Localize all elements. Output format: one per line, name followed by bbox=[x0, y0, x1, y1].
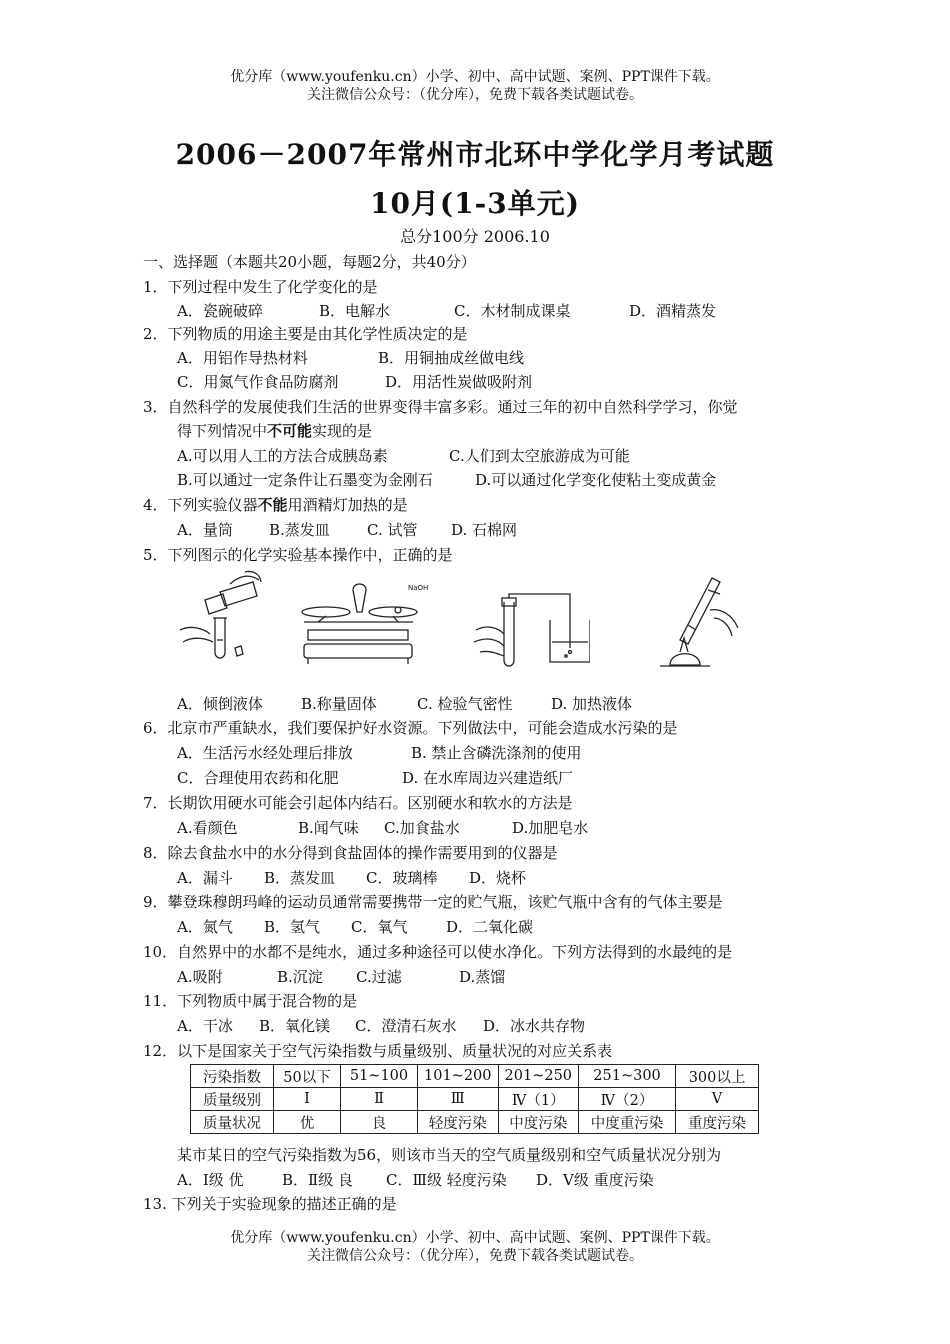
q11-stem: 11．下列物质中属于混合物的是 bbox=[143, 992, 358, 1010]
table-cell: Ⅴ bbox=[676, 1088, 759, 1111]
table-row bbox=[191, 1088, 759, 1111]
q8-option-a[interactable]: A．漏斗 bbox=[177, 869, 233, 887]
q8-option-b[interactable]: B．蒸发皿 bbox=[264, 869, 336, 887]
pour-liquid-figure bbox=[175, 570, 275, 675]
q11-option-b[interactable]: B．氧化镁 bbox=[259, 1017, 331, 1035]
q5-option-b[interactable]: B.称量固体 bbox=[301, 695, 377, 713]
q5-stem: 5．下列图示的化学实验基本操作中，正确的是 bbox=[143, 546, 453, 564]
q3-stem: 3．自然科学的发展使我们生活的世界变得丰富多彩。通过三年的初中自然科学学习，你觉 bbox=[143, 398, 738, 416]
q2-stem: 2．下列物质的用途主要是由其化学性质决定的是 bbox=[143, 325, 468, 343]
header-line-1: 优分库（www.youfenku.cn）小学、初中、高中试题、案例、PPT课件下载。 bbox=[230, 69, 720, 85]
q2-options-row1 bbox=[177, 348, 524, 368]
q6-option-b[interactable]: B. 禁止含磷洗涤剂的使用 bbox=[411, 744, 582, 762]
q3-stem-part1: 得下列情况中 bbox=[177, 422, 268, 440]
q13-stem: 13. 下列关于实验现象的描述正确的是 bbox=[143, 1195, 397, 1213]
q10-option-d[interactable]: D.蒸馏 bbox=[459, 968, 506, 986]
table-cell: 中度污染 bbox=[498, 1111, 579, 1134]
q4-option-c[interactable]: C. 试管 bbox=[367, 521, 418, 539]
q7-option-d[interactable]: D.加肥皂水 bbox=[512, 819, 589, 837]
footer-line-1: 优分库（www.youfenku.cn）小学、初中、高中试题、案例、PPT课件下载。 bbox=[230, 1230, 720, 1246]
table-cell: 良 bbox=[341, 1111, 418, 1134]
q2-option-d[interactable]: D．用活性炭做吸附剂 bbox=[385, 373, 533, 391]
q3-option-a[interactable]: A.可以用人工的方法合成胰岛素 bbox=[177, 447, 388, 465]
q3-emphasis: 不可能 bbox=[267, 422, 313, 440]
q7-option-b[interactable]: B.闻气味 bbox=[298, 819, 359, 837]
table-cell: 优 bbox=[274, 1111, 341, 1134]
table-cell: Ⅰ bbox=[274, 1088, 341, 1111]
q5-option-d[interactable]: D. 加热液体 bbox=[551, 695, 633, 713]
section-heading: 一、选择题（本题共20小题，每题2分，共40分） bbox=[143, 253, 476, 271]
table-cell: 重度污染 bbox=[676, 1111, 759, 1134]
q3-stem-cont bbox=[177, 421, 372, 441]
table-cell: 251~300 bbox=[579, 1065, 676, 1088]
q2-option-b[interactable]: B．用铜抽成丝做电线 bbox=[378, 349, 525, 367]
q7-options bbox=[177, 818, 588, 838]
q1-stem: 1．下列过程中发生了化学变化的是 bbox=[143, 278, 378, 296]
score-date: 总分100分 2006.10 bbox=[400, 227, 550, 246]
table-row bbox=[191, 1111, 759, 1134]
table-cell: 51~100 bbox=[341, 1065, 418, 1088]
table-cell: 50以下 bbox=[274, 1065, 341, 1088]
header-line-2: 关注微信公众号：（优分库），免费下载各类试题试卷。 bbox=[307, 87, 643, 103]
page-title: 2006－2007年常州市北环中学化学月考试题 bbox=[175, 138, 775, 171]
q10-stem: 10．自然界中的水都不是纯水，通过多种途径可以使水净化。下列方法得到的水最纯的是 bbox=[143, 943, 733, 961]
table-cell: 300以上 bbox=[676, 1065, 759, 1088]
table-cell: Ⅳ（2） bbox=[579, 1088, 676, 1111]
table-cell: 201~250 bbox=[498, 1065, 579, 1088]
balance-figure bbox=[298, 582, 418, 672]
q12-after: 某市某日的空气污染指数为56，则该市当天的空气质量级别和空气质量状况分别为 bbox=[177, 1146, 722, 1164]
q9-option-c[interactable]: C．氧气 bbox=[351, 918, 408, 936]
q1-option-a[interactable]: A．瓷碗破碎 bbox=[177, 302, 263, 320]
table-cell: 质量级别 bbox=[191, 1088, 274, 1111]
q4-option-d[interactable]: D. 石棉网 bbox=[451, 521, 518, 539]
q3-option-b[interactable]: B.可以通过一定条件让石墨变为金刚石 bbox=[177, 471, 433, 489]
air-quality-table bbox=[190, 1064, 759, 1134]
q9-stem: 9．攀登珠穆朗玛峰的运动员通常需要携带一定的贮气瓶，该贮气瓶中含有的气体主要是 bbox=[143, 893, 723, 911]
q12-option-c[interactable]: C．Ⅲ级 轻度污染 bbox=[386, 1171, 507, 1189]
q7-stem: 7．长期饮用硬水可能会引起体内结石。区别硬水和软水的方法是 bbox=[143, 794, 573, 812]
table-cell: Ⅳ（1） bbox=[498, 1088, 579, 1111]
q1-option-d[interactable]: D．酒精蒸发 bbox=[629, 302, 717, 320]
q4-options bbox=[177, 520, 517, 540]
heating-liquid-figure bbox=[650, 570, 745, 675]
q4-stem-part3: 用酒精灯加热的是 bbox=[287, 496, 408, 514]
q5-option-a[interactable]: A．倾倒液体 bbox=[177, 695, 263, 713]
q3-stem-part3: 实现的是 bbox=[312, 422, 373, 440]
q6-option-d[interactable]: D. 在水库周边兴建造纸厂 bbox=[402, 769, 574, 787]
table-cell: 轻度污染 bbox=[418, 1111, 499, 1134]
q11-option-c[interactable]: C．澄清石灰水 bbox=[355, 1017, 457, 1035]
q12-option-b[interactable]: B．Ⅱ级 良 bbox=[282, 1171, 353, 1189]
q4-emphasis: 不能 bbox=[257, 496, 288, 514]
q8-options bbox=[177, 868, 526, 888]
q11-option-a[interactable]: A．干冰 bbox=[177, 1017, 233, 1035]
q9-option-a[interactable]: A．氮气 bbox=[177, 918, 233, 936]
table-cell: 中度重污染 bbox=[579, 1111, 676, 1134]
q12-option-a[interactable]: A．Ⅰ级 优 bbox=[177, 1171, 244, 1189]
q9-options bbox=[177, 917, 533, 937]
q5-option-c[interactable]: C. 检验气密性 bbox=[417, 695, 513, 713]
q7-option-a[interactable]: A.看颜色 bbox=[177, 819, 238, 837]
q1-option-c[interactable]: C．木材制成课桌 bbox=[454, 302, 571, 320]
q4-stem bbox=[143, 495, 408, 515]
q7-option-c[interactable]: C.加食盐水 bbox=[384, 819, 460, 837]
q3-option-d[interactable]: D.可以通过化学变化使粘土变成黄金 bbox=[475, 471, 717, 489]
table-cell: 质量状况 bbox=[191, 1111, 274, 1134]
q6-option-c[interactable]: C．合理使用农药和化肥 bbox=[177, 769, 339, 787]
q10-options bbox=[177, 967, 505, 987]
q3-option-c[interactable]: C.人们到太空旅游成为可能 bbox=[449, 447, 630, 465]
q8-option-d[interactable]: D．烧杯 bbox=[469, 869, 527, 887]
table-cell: 污染指数 bbox=[191, 1065, 274, 1088]
airtightness-figure bbox=[470, 590, 590, 675]
q6-options-row2 bbox=[177, 768, 573, 788]
q10-option-c[interactable]: C.过滤 bbox=[356, 968, 402, 986]
q9-option-d[interactable]: D．二氧化碳 bbox=[446, 918, 534, 936]
q12-option-d[interactable]: D．Ⅴ级 重度污染 bbox=[536, 1171, 654, 1189]
page-subtitle: 10月(1-3单元) bbox=[369, 187, 581, 220]
table-cell: Ⅲ bbox=[418, 1088, 499, 1111]
q11-option-d[interactable]: D．冰水共存物 bbox=[483, 1017, 586, 1035]
q8-stem: 8．除去食盐水中的水分得到食盐固体的操作需要用到的仪器是 bbox=[143, 844, 558, 862]
naoh-label: NaOH bbox=[408, 584, 429, 592]
q5-options bbox=[177, 694, 632, 714]
table-cell: 101~200 bbox=[418, 1065, 499, 1088]
q1-option-b[interactable]: B．电解水 bbox=[319, 302, 391, 320]
q12-stem: 12．以下是国家关于空气污染指数与质量级别、质量状况的对应关系表 bbox=[143, 1042, 613, 1060]
q4-option-b[interactable]: B.蒸发皿 bbox=[269, 521, 330, 539]
q4-stem-part1: 4．下列实验仪器 bbox=[143, 496, 258, 514]
table-cell: Ⅱ bbox=[341, 1088, 418, 1111]
q2-option-a[interactable]: A．用铝作导热材料 bbox=[177, 349, 308, 367]
q10-option-b[interactable]: B.沉淀 bbox=[277, 968, 323, 986]
q10-option-a[interactable]: A.吸附 bbox=[177, 968, 223, 986]
table-row bbox=[191, 1065, 759, 1088]
q1-options bbox=[177, 301, 716, 321]
q6-option-a[interactable]: A．生活污水经处理后排放 bbox=[177, 744, 353, 762]
q6-options-row1 bbox=[177, 743, 582, 763]
q12-options bbox=[177, 1170, 654, 1190]
q6-stem: 6．北京市严重缺水，我们要保护好水资源。下列做法中，可能会造成水污染的是 bbox=[143, 719, 678, 737]
q4-option-a[interactable]: A．量筒 bbox=[177, 521, 233, 539]
q9-option-b[interactable]: B．氢气 bbox=[264, 918, 321, 936]
q3-options-row1 bbox=[177, 446, 630, 466]
q2-option-c[interactable]: C．用氮气作食品防腐剂 bbox=[177, 373, 339, 391]
q11-options bbox=[177, 1016, 585, 1036]
footer-line-2: 关注微信公众号：（优分库），免费下载各类试题试卷。 bbox=[307, 1248, 643, 1264]
q3-options-row2 bbox=[177, 470, 716, 490]
q8-option-c[interactable]: C．玻璃棒 bbox=[366, 869, 438, 887]
q2-options-row2 bbox=[177, 372, 532, 392]
